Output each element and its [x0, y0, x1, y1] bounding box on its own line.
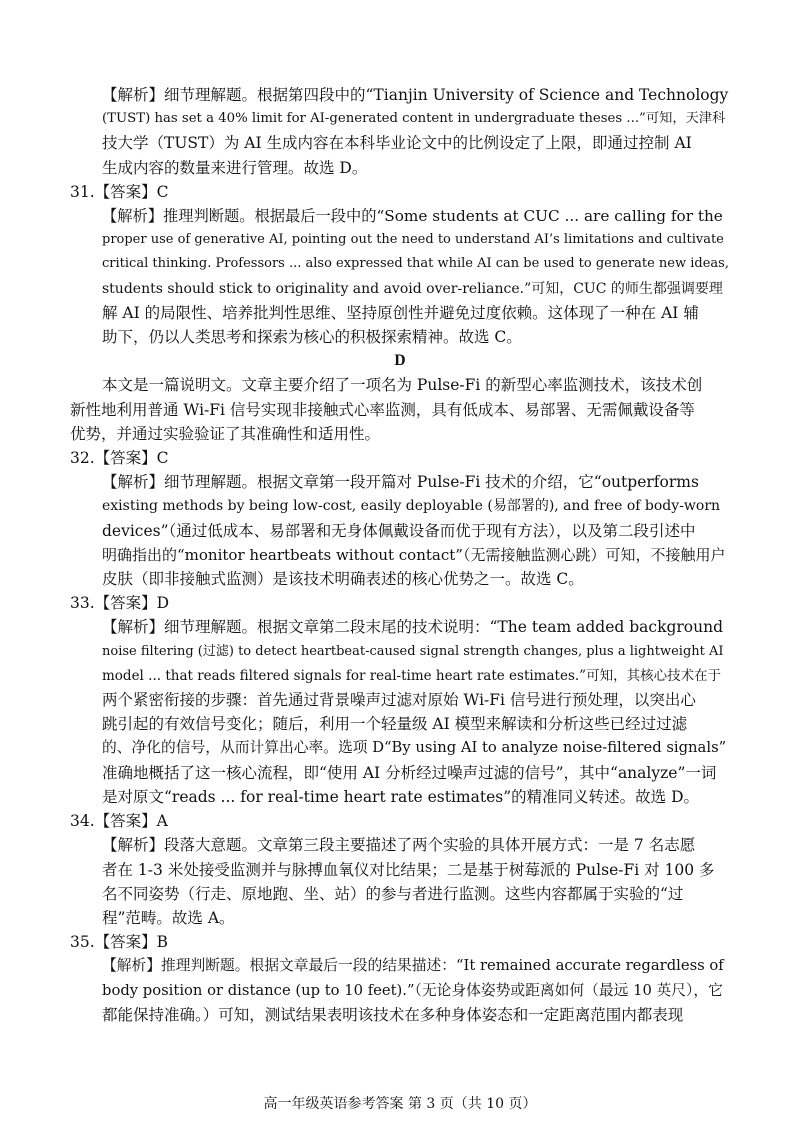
text-line: 两个紧密衔接的步骤：首先通过背景噪声过滤对原始 Wi-Fi 信号进行预处理，以突出心 — [102, 691, 696, 710]
text-line: 是对原文“reads ... for real-time heart rate estimates”的精准同义转述。故选 D。 — [102, 787, 699, 806]
text-line: 技大学（TUST）为 AI 生成内容在本科毕业论文中的比例设定了上限，即通过控制 AI — [102, 134, 692, 153]
text-line: 34.【答案】A — [70, 812, 168, 831]
text-line: 【解析】细节理解题。根据文章第一段开篇对 Pulse-Fi 技术的介绍，它“outperforms — [102, 473, 699, 492]
text-line: 【解析】段落大意题。文章第三段主要描述了两个实验的具体开展方式：一是 7 名志愿 — [102, 836, 696, 855]
text-line: devices”（通过低成本、易部署和无身体佩戴设备而优于现有方法），以及第二段引述中 — [102, 521, 696, 540]
text-line: 跳引起的有效信号变化；随后，利用一个轻量级 AI 模型来解读和分析这些已经过过滤 — [102, 715, 688, 734]
text-line: proper use of generative AI, pointing out the need to understand AI’s limitations and cultivate — [102, 232, 724, 248]
text-line: 者在 1-3 米处接受监测并与脉搏血氧仪对比结果；二是基于树莓派的 Pulse-Fi 对 100 多 — [102, 860, 715, 879]
text-line: model ... that reads filtered signals for real-time heart rate estimates.”可知，其核心技术在于 — [102, 667, 722, 684]
text-line: body position or distance (up to 10 feet).”（无论身体姿势或距离如何（最远 10 英尺），它 — [102, 981, 723, 999]
text-line: 助下，仍以人类思考和探索为核心的积极探索精神。故选 C。 — [102, 328, 522, 347]
text-line: 【解析】推理判断题。根据最后一段中的“Some students at CUC ... are calling for the — [102, 207, 723, 226]
section-heading: D — [394, 352, 406, 370]
text-line: 皮肤（即非接触式监测）是该技术明确表述的核心优势之一。故选 C。 — [102, 570, 584, 589]
text-line: 程”范畴。故选 A。 — [102, 908, 235, 927]
text-line: critical thinking. Professors ... also expressed that while AI can be used to generate new ideas, — [102, 256, 729, 272]
document-body — [70, 83, 730, 1027]
text-line: 名不同姿势（行走、原地跑、坐、站）的参与者进行监测。这些内容都属于实验的“过 — [102, 884, 684, 903]
text-line: 【解析】推理判断题。根据文章最后一段的结果描述：“It remained accurate regardless of — [102, 957, 724, 975]
text-line: 都能保持准确。）可知，测试结果表明该技术在多种身体姿态和一定距离范围内都表现 — [102, 1005, 684, 1024]
text-line: (TUST) has set a 40% limit for AI-generated content in undergraduate theses ...”可知，天津科 — [102, 111, 726, 127]
text-line: 32.【答案】C — [70, 449, 169, 468]
text-line: noise filtering (过滤) to detect heartbeat-caused signal strength changes, plus a lightweight AI — [102, 643, 724, 659]
text-line: 本文是一篇说明文。文章主要介绍了一项名为 Pulse-Fi 的新型心率监测技术，该技术创 — [102, 376, 703, 395]
text-line: 优势，并通过实验验证了其准确性和适用性。 — [70, 424, 381, 443]
text-line: 31.【答案】C — [70, 182, 169, 201]
text-line: 【解析】细节理解题。根据第四段中的“Tianjin University of Science and Technology — [102, 86, 729, 104]
text-line: existing methods by being low-cost, easily deployable (易部署的), and free of body-worn — [102, 498, 721, 515]
page-footer: 高一年级英语参考答案 第 3 页（共 10 页） — [263, 1096, 537, 1112]
text-line: 生成内容的数量来进行管理。故选 D。 — [102, 158, 368, 177]
text-line: students should stick to originality and avoid over-reliance.”可知，CUC 的师生都强调要理 — [102, 280, 723, 297]
text-line: 明确指出的“monitor heartbeats without contact”（无需接触监测心跳）可知，不接触用户 — [102, 545, 726, 564]
text-line: 准确地概括了这一核心流程，即“使用 AI 分析经过噪声过滤的信号”，其中“analyze”一词 — [102, 763, 717, 782]
text-line: 33.【答案】D — [70, 594, 170, 613]
text-line: 【解析】细节理解题。根据文章第二段末尾的技术说明：“The team added background — [102, 618, 724, 637]
text-line: 35.【答案】B — [70, 933, 169, 952]
text-line: 的、净化的信号，从而计算出心率。选项 D“By using AI to analyze noise-filtered signals” — [102, 739, 727, 757]
text-line: 解 AI 的局限性、培养批判性思维、坚持原创性并避免过度依赖。这体现了一种在 AI 辅 — [102, 303, 699, 322]
text-line: 新性地利用普通 Wi-Fi 信号实现非接触式心率监测，具有低成本、易部署、无需佩戴设备等 — [70, 400, 695, 419]
